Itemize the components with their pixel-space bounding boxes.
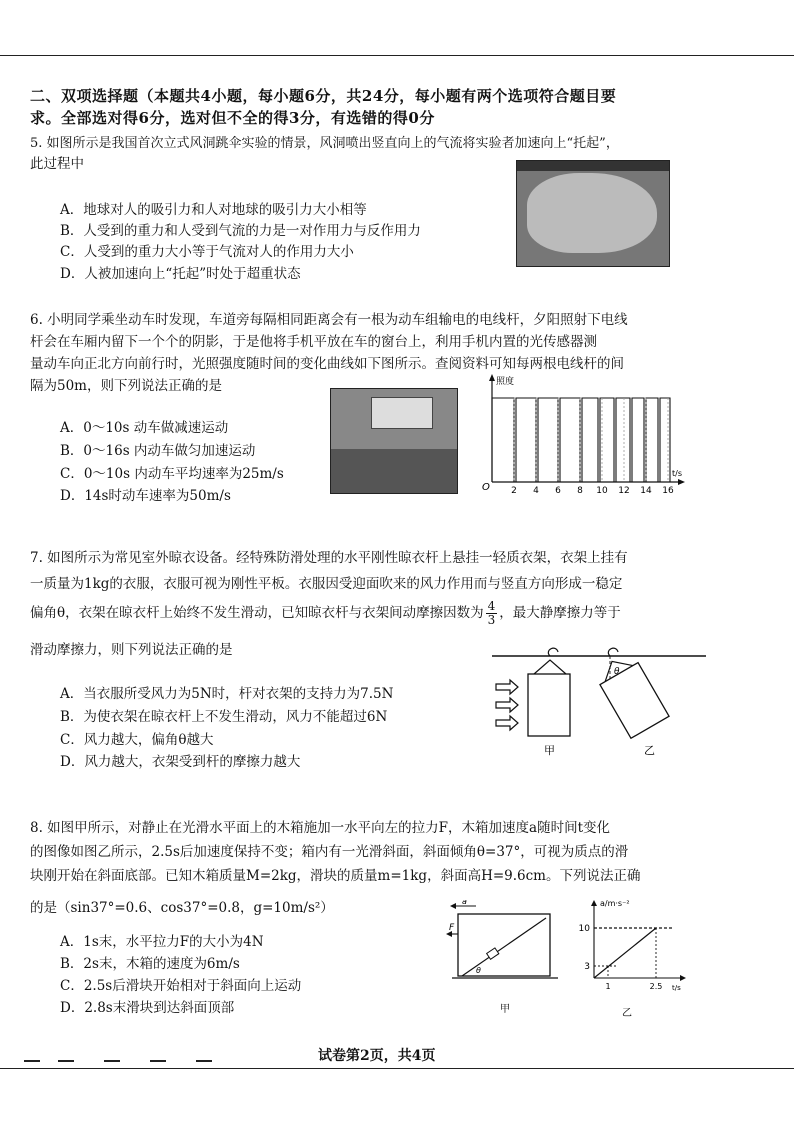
footer-dash-2	[58, 1060, 74, 1062]
q7-stem-line3a: 偏角θ，衣架在晾衣杆上始终不发生滑动，已知晾衣杆与衣架间动摩擦因数为	[30, 605, 484, 621]
q7-label-yi: 乙	[644, 744, 655, 757]
q7-option-d[interactable]: D．风力越大，衣架受到杆的摩擦力越大	[60, 754, 301, 770]
q6-x-arrow	[678, 479, 685, 485]
q6-y-label: 照度	[496, 377, 515, 387]
q8-box-diagram	[446, 900, 568, 1018]
q8-accel-label: a	[462, 900, 467, 906]
q8-chart-xtick-1: 1	[605, 982, 611, 991]
q6-x-label: t/s	[672, 469, 682, 478]
q8-acceleration-chart	[570, 896, 688, 1020]
q5-stem-line2: 此过程中	[30, 156, 84, 172]
q6-option-c[interactable]: C．0～10s 内动车平均速率为25m/s	[60, 466, 284, 482]
q6-pulse-1	[492, 398, 514, 482]
q8-chart-ytick-3: 3	[584, 962, 590, 972]
footer-dash-5	[196, 1060, 212, 1062]
q6-photo-sill	[331, 449, 457, 493]
q6-pulse-4	[560, 398, 580, 482]
bottom-rule	[0, 1068, 794, 1069]
q7-hanger-jia	[534, 660, 566, 674]
q6-option-d[interactable]: D．14s时动车速率为50m/s	[60, 488, 231, 504]
q6-x-ticks	[511, 486, 674, 496]
q8-chart-xtick-2-5: 2.5	[649, 982, 663, 991]
q7-clothes-diagram	[488, 640, 710, 762]
q7-option-b[interactable]: B．为使衣架在晾衣杆上不发生滑动，风力不能超过6N	[60, 709, 388, 725]
q6-tick-14: 14	[640, 486, 652, 496]
q6-illuminance-chart	[476, 372, 688, 500]
q8-option-c[interactable]: C．2.5s后滑块开始相对于斜面向上运动	[60, 978, 302, 994]
q6-stem-line4: 隔为50m，则下列说法正确的是	[30, 378, 222, 394]
q6-tick-8: 8	[577, 486, 583, 496]
q6-pulse-2	[516, 398, 536, 482]
q6-tick-12: 12	[618, 486, 630, 496]
q8-stem-line2: 的图像如图乙所示，2.5s后加速度保持不变；箱内有一光滑斜面，斜面倾角θ=37°，可视为质点的滑	[30, 844, 629, 860]
section-title-line1: 二、双项选择题（本题共4小题，每小题6分，共24分，每小题有两个选项符合题目要	[30, 87, 617, 105]
section-title-line2: 求。全部选对得6分，选对但不全的得3分，有选错的得0分	[30, 109, 435, 127]
q8-chart-x-arrow	[680, 975, 686, 981]
q5-option-a[interactable]: A．地球对人的吸引力和人对地球的吸引力大小相等	[60, 202, 367, 218]
q6-pulse-5	[582, 398, 598, 482]
q7-stem-line3	[30, 600, 621, 627]
q5-option-c[interactable]: C．人受到的重力大小等于气流对人的作用力大小	[60, 244, 354, 260]
q6-tick-4: 4	[533, 486, 539, 496]
q7-stem-line3b: ，最大静摩擦力等于	[499, 605, 621, 621]
q7-label-jia: 甲	[544, 744, 555, 757]
q6-pulse-3	[538, 398, 558, 482]
q7-stem-line4: 滑动摩擦力，则下列说法正确的是	[30, 642, 233, 658]
q7-friction-fraction	[486, 600, 498, 627]
q8-option-b[interactable]: B．2s末，木箱的速度为6m/s	[60, 956, 240, 972]
q6-photo-window	[371, 397, 433, 429]
q6-train-window-photo	[330, 388, 458, 494]
q6-y-arrow	[489, 374, 495, 381]
q8-wooden-box	[458, 914, 550, 976]
q6-stem-line1: 6. 小明同学乘坐动车时发现，车道旁每隔相同距离会有一根为动车组输电的电线杆，夕阳照射下电线	[30, 312, 628, 328]
q7-frac-num: 4	[487, 599, 496, 613]
footer-dash-3	[104, 1060, 120, 1062]
q7-wind-arrows	[496, 680, 518, 730]
q5-stem-line1: 5. 如图所示是我国首次立式风洞跳伞实验的情景，风洞喷出竖直向上的气流将实验者加速向上“托起”，	[30, 136, 619, 151]
q8-chart-x-label: t/s	[672, 984, 681, 992]
q8-incline-angle: θ	[476, 966, 481, 975]
top-rule	[0, 55, 794, 56]
q6-tick-6: 6	[555, 486, 561, 496]
q6-stem-line3: 量动车向正北方向前行时，光照强度随时间的变化曲线如下图所示。查阅资料可知每两根电线杆的间	[30, 356, 624, 372]
q6-square-wave	[492, 398, 670, 482]
q8-stem-line1: 8. 如图甲所示，对静止在光滑水平面上的木箱施加一水平向左的拉力F，木箱加速度a随时间t变化	[30, 820, 611, 836]
q8-incline	[462, 918, 546, 976]
page-footer: 试卷第2页，共4页	[318, 1048, 436, 1064]
q6-tick-2: 2	[511, 486, 517, 496]
q8-fig-a-caption: 甲	[500, 1004, 510, 1015]
q5-option-d[interactable]: D．人被加速向上“托起”时处于超重状态	[60, 266, 301, 282]
q8-stem-line3: 块刚开始在斜面底部。已知木箱质量M=2kg，滑块的质量m=1kg，斜面高H=9.6cm。下列说法正确	[30, 868, 641, 884]
q8-chart-ramp-line	[594, 928, 656, 978]
q8-option-a[interactable]: A．1s末，水平拉力F的大小为4N	[60, 934, 264, 950]
q6-option-a[interactable]: A．0～10s 动车做减速运动	[60, 420, 229, 436]
q8-option-d[interactable]: D．2.8s末滑块到达斜面顶部	[60, 1000, 235, 1016]
q6-pulse-8	[632, 398, 644, 482]
q7-stem-line2: 一质量为1kg的衣服，衣服可视为刚性平板。衣服因受迎面吹来的风力作用而与竖直方向形成一稳定	[30, 576, 623, 592]
q7-option-a[interactable]: A．当衣服所受风力为5N时，杆对衣架的支持力为7.5N	[60, 686, 394, 702]
q6-pulse-10	[660, 398, 670, 482]
footer-dash-4	[150, 1060, 166, 1062]
q6-grid	[514, 398, 668, 482]
q7-stem-line1: 7. 如图所示为常见室外晾衣设备。经特殊防滑处理的水平刚性晾衣杆上悬挂一轻质衣架，衣架上挂有	[30, 550, 628, 566]
q8-chart-y-label: a/m·s⁻²	[600, 899, 630, 908]
q8-force-label: F	[449, 923, 455, 933]
q6-tick-16: 16	[662, 486, 674, 496]
q8-fig-b-caption: 乙	[622, 1008, 632, 1019]
q6-option-b[interactable]: B．0～16s 内动车做匀加速运动	[60, 443, 256, 459]
q6-pulse-7	[616, 398, 630, 482]
q5-photo-figure	[527, 173, 657, 253]
footer-dash-1	[24, 1060, 40, 1062]
q7-hanger-hook-yi	[608, 648, 618, 656]
q7-hanger-hook-jia	[548, 648, 558, 656]
q8-stem-line4: 的是（sin37°=0.6、cos37°=0.8，g=10m/s²）	[30, 900, 334, 916]
q7-option-c[interactable]: C．风力越大，偏角θ越大	[60, 732, 214, 748]
q6-pulse-9	[646, 398, 658, 482]
q8-accel-arrowhead	[450, 903, 456, 909]
q7-cloth-jia	[528, 674, 570, 736]
q5-option-b[interactable]: B．人受到的重力和人受到气流的力是一对作用力与反作用力	[60, 223, 421, 239]
q5-wind-tunnel-photo	[516, 160, 670, 267]
q6-stem-line2: 杆会在车厢内留下一个个的阴影，于是他将手机平放在车的窗台上，利用手机内置的光传感器测	[30, 334, 597, 350]
q7-tilted-cloth-group	[593, 650, 669, 738]
q6-tick-10: 10	[596, 486, 608, 496]
q8-chart-y-arrow	[591, 900, 597, 906]
q6-origin-label: O	[482, 482, 490, 493]
q5-photo-top-band	[517, 161, 669, 171]
q7-frac-den: 3	[487, 613, 496, 627]
q7-angle-theta: θ	[614, 667, 620, 677]
q8-chart-ytick-10: 10	[578, 924, 590, 934]
